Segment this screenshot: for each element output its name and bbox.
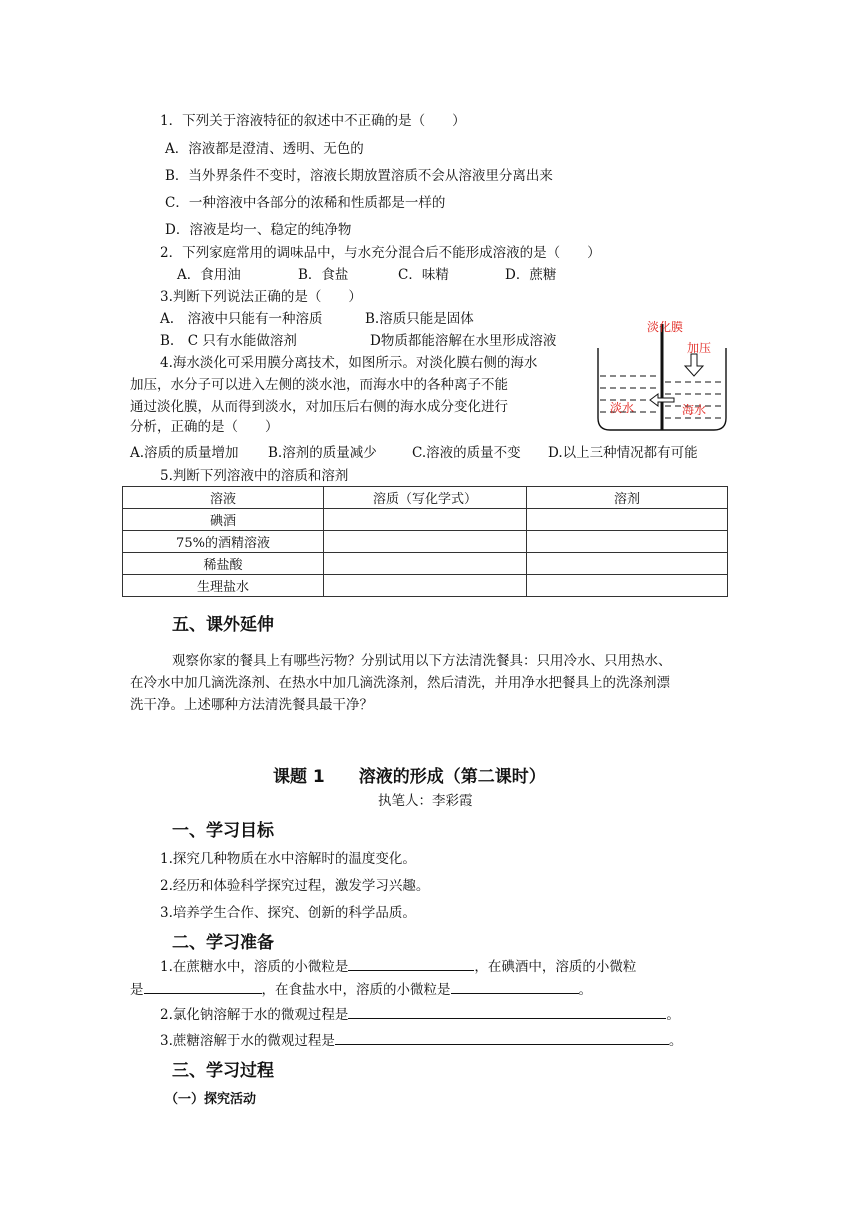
- blank-sucrose-process[interactable]: [335, 1030, 669, 1045]
- prep-q1-text-e: 。: [578, 982, 592, 998]
- lesson-author: 执笔人：李彩霞: [378, 793, 473, 809]
- q2-option-b: B．食盐: [298, 267, 349, 283]
- prep-q1-text-a: 1.在蔗糖水中，溶质的小微粒是: [160, 959, 349, 975]
- process-subheading: （一）探究活动: [165, 1092, 257, 1107]
- q2-option-d: D．蔗糖: [505, 267, 557, 283]
- blank-salt[interactable]: [451, 979, 579, 994]
- solute-cell[interactable]: [324, 553, 527, 575]
- prep-q1-text-c: 是: [130, 982, 144, 998]
- q2-option-a: A．食用油: [177, 267, 241, 283]
- solvent-cell[interactable]: [527, 575, 728, 597]
- extension-line1: 观察你家的餐具上有哪些污物？分别试用以下方法清洗餐具：只用冷水、只用热水、: [172, 653, 672, 669]
- solute-cell[interactable]: [324, 531, 527, 553]
- q3-stem: 3.判断下列说法正确的是（ ）: [160, 289, 362, 305]
- q1-option-d: D．溶液是均一、稳定的纯净物: [165, 222, 352, 238]
- solute-cell[interactable]: [324, 575, 527, 597]
- q4-line2: 加压，水分子可以进入左侧的淡水池，而海水中的各种离子不能: [130, 377, 508, 393]
- header-solution: 溶液: [123, 487, 324, 509]
- goals-heading: 一、学习目标: [172, 821, 274, 841]
- q4-option-c: C.溶液的质量不变: [412, 445, 521, 461]
- solvent-cell[interactable]: [527, 531, 728, 553]
- prep-q2-end: 。: [666, 1007, 680, 1023]
- q4-line4: 分析，正确的是（ ）: [130, 419, 279, 435]
- table-header-row: [123, 487, 728, 509]
- pressure-arrow: [685, 354, 703, 376]
- prep-q1-text-d: ，在食盐水中，溶质的小微粒是: [261, 982, 451, 998]
- lesson-title: 课题 1 溶液的形成（第二课时）: [273, 767, 546, 787]
- row-name: 碘酒: [123, 509, 324, 531]
- process-heading: 三、学习过程: [172, 1061, 274, 1081]
- fresh-water-label: 淡水: [610, 401, 635, 415]
- membrane-desalination-figure: [592, 318, 732, 436]
- pressure-label: 加压: [687, 341, 712, 355]
- solvent-cell[interactable]: [527, 553, 728, 575]
- q1-stem: 1．下列关于溶液特征的叙述中不正确的是（ ）: [160, 113, 466, 129]
- prep-heading: 二、学习准备: [172, 933, 274, 953]
- goal-item: 3.培养学生合作、探究、创新的科学品质。: [160, 905, 416, 921]
- header-solvent: 溶剂: [527, 487, 728, 509]
- q2-stem: 2．下列家庭常用的调味品中，与水充分混合后不能形成溶液的是（ ）: [160, 245, 601, 261]
- header-solute: 溶质（写化学式）: [324, 487, 527, 509]
- extension-line2: 在冷水中加几滴洗涤剂、在热水中加几滴洗涤剂，然后清洗，并用净水把餐具上的洗涤剂漂: [130, 675, 670, 691]
- membrane-label: 淡化膜: [647, 320, 684, 334]
- q4-option-a: A.溶质的质量增加: [130, 445, 239, 461]
- row-name: 稀盐酸: [123, 553, 324, 575]
- q4-line1: 4.海水淡化可采用膜分离技术，如图所示。对淡化膜右侧的海水: [160, 355, 538, 371]
- q3-option-a: A. 溶液中只能有一种溶质: [160, 311, 323, 327]
- sea-water-label: 海水: [682, 403, 707, 417]
- prep-q2-text: 2.氯化钠溶解于水的微观过程是: [160, 1007, 349, 1023]
- blank-sucrose[interactable]: [348, 956, 474, 971]
- section-extension-heading: 五、课外延伸: [172, 615, 274, 635]
- row-name: 生理盐水: [123, 575, 324, 597]
- prep-q1-line1: [160, 956, 636, 976]
- table-row: [123, 509, 728, 531]
- q1-option-a: A．溶液都是澄清、透明、无色的: [165, 141, 364, 157]
- solution-table: [122, 486, 728, 597]
- solute-cell[interactable]: [324, 509, 527, 531]
- goal-item: 2.经历和体验科学探究过程，激发学习兴趣。: [160, 878, 430, 894]
- prep-q3-text: 3.蔗糖溶解于水的微观过程是: [160, 1033, 335, 1049]
- prep-q3-end: 。: [668, 1033, 683, 1049]
- q3-option-b: B.溶质只能是固体: [365, 311, 474, 327]
- prep-q1-line2: [130, 979, 592, 999]
- q3-option-d: D物质都能溶解在水里形成溶液: [370, 333, 557, 349]
- q5-stem: 5.判断下列溶液中的溶质和溶剂: [160, 468, 349, 484]
- q4-option-b: B.溶剂的质量减少: [268, 445, 377, 461]
- prep-q1-text-b: ，在碘酒中，溶质的小微粒: [474, 959, 637, 975]
- row-name: 75%的酒精溶液: [123, 531, 324, 553]
- q2-option-c: C．味精: [398, 267, 449, 283]
- q3-option-c: B. C 只有水能做溶剂: [160, 333, 297, 349]
- table-row: [123, 553, 728, 575]
- q1-option-c: C．一种溶液中各部分的浓稀和性质都是一样的: [165, 195, 446, 211]
- prep-q2-line: [160, 1004, 680, 1024]
- blank-nacl-process[interactable]: [348, 1004, 666, 1019]
- q1-option-b: B．当外界条件不变时，溶液长期放置溶质不会从溶液里分离出来: [165, 168, 553, 184]
- solvent-cell[interactable]: [527, 509, 728, 531]
- blank-iodine[interactable]: [144, 979, 262, 994]
- extension-line3: 洗干净。上述哪种方法清洗餐具最干净？: [130, 697, 373, 713]
- table-row: [123, 575, 728, 597]
- goal-item: 1.探究几种物质在水中溶解时的温度变化。: [160, 851, 416, 867]
- table-row: [123, 531, 728, 553]
- prep-q3-line: [160, 1030, 682, 1050]
- q4-option-d: D.以上三种情况都有可能: [548, 445, 698, 461]
- q4-line3: 通过淡化膜，从而得到淡水，对加压后右侧的海水成分变化进行: [130, 399, 508, 415]
